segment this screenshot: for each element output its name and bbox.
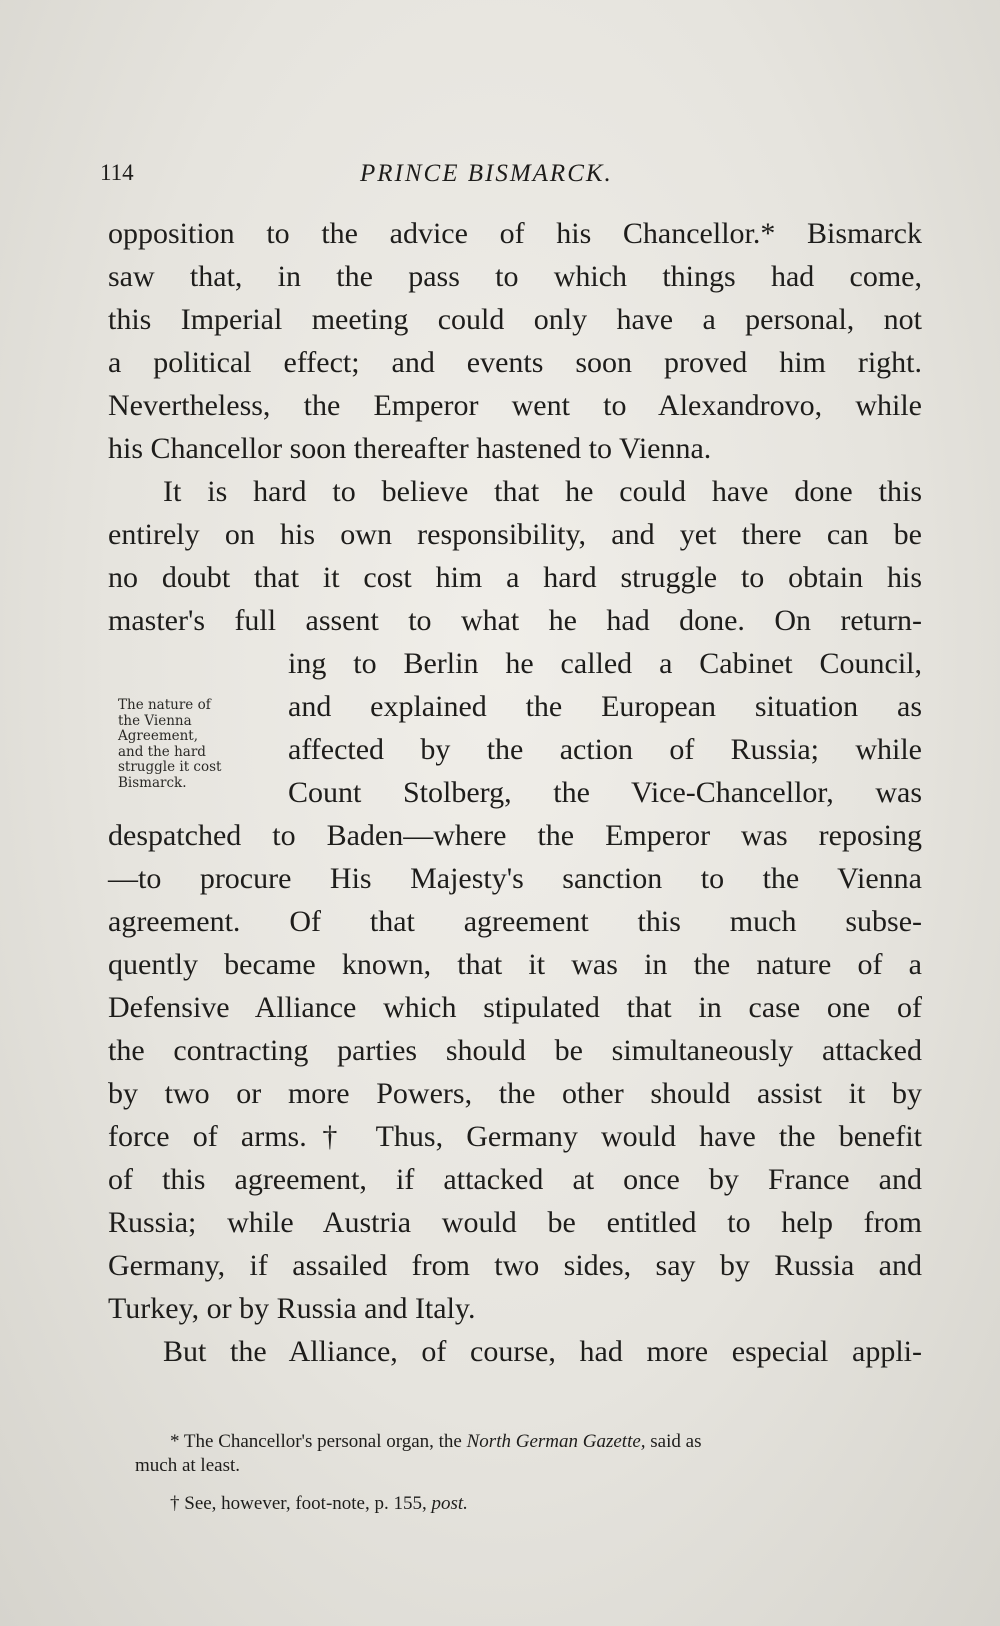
text-line: It is hard to believe that he could have done this (163, 475, 922, 508)
footnote-italic-text: North German Gazette, (466, 1431, 646, 1452)
footnote-text: much at least. (135, 1455, 240, 1476)
text-line: Turkey, or by Russia and Italy. (108, 1292, 476, 1325)
text-line: saw that, in the pass to which things had come, (108, 260, 922, 293)
text-line: his Chancellor soon thereafter hastened to Vienna. (108, 432, 712, 465)
marginal-note-line: Agreement, (118, 728, 199, 744)
text-line: Germany, if assailed from two sides, say by Russia and (108, 1249, 922, 1282)
footnote-text: * The Chancellor's personal organ, the (170, 1431, 467, 1452)
text-line: entirely on his own responsibility, and yet there can be (108, 518, 922, 551)
text-line: no doubt that it cost him a hard struggle to obtain his (108, 561, 922, 594)
text-line: of this agreement, if attacked at once by France and (108, 1163, 922, 1196)
text-line: despatched to Baden—where the Emperor was reposing (108, 819, 922, 852)
text-line: by two or more Powers, the other should assist it by (108, 1077, 922, 1110)
footnote-text: said as (645, 1431, 702, 1452)
text-line: quently became known, that it was in the nature of a (108, 948, 922, 981)
text-line: Defensive Alliance which stipulated that in case one of (108, 991, 922, 1024)
text-line: opposition to the advice of his Chancellor.* Bismarck (108, 217, 922, 250)
marginal-note-line: and the hard (118, 743, 206, 760)
text-line: Nevertheless, the Emperor went to Alexandrovo, while (108, 389, 922, 422)
text-line: But the Alliance, of course, had more especial appli- (163, 1335, 922, 1368)
marginal-note (118, 698, 268, 791)
marginal-note-line: Bismarck. (118, 774, 187, 791)
text-line: Russia; while Austria would be entitled to help from (108, 1206, 922, 1239)
text-line: a political effect; and events soon proved him right. (108, 346, 922, 379)
text-line: this Imperial meeting could only have a personal, not (108, 303, 922, 336)
text-line: master's full assent to what he had done. On return- (108, 604, 922, 637)
footnotes (135, 1430, 935, 1530)
marginal-note-line: struggle it cost (118, 759, 222, 775)
body-text (108, 212, 922, 1373)
text-line: agreement. Of that agreement this much subse- (108, 905, 922, 938)
footnote-2 (135, 1492, 935, 1516)
text-line: the contracting parties should be simultaneously attacked (108, 1034, 922, 1067)
marginal-note-line: The nature of (118, 697, 211, 713)
footnote-text: † See, however, foot-note, p. 155, (170, 1493, 432, 1514)
page-header (100, 160, 880, 200)
page-number: 114 (100, 160, 134, 185)
text-line: —to procure His Majesty's sanction to the Vienna (108, 862, 922, 895)
running-title: PRINCE BISMARCK. (360, 160, 613, 187)
marginal-note-line: the Vienna (118, 712, 192, 729)
text-line: ing to Berlin he called a Cabinet Council, (288, 647, 922, 680)
text-line: force of arms.† Thus, Germany would have the benefit (108, 1120, 922, 1153)
text-line: Count Stolberg, the Vice-Chancellor, was (288, 776, 922, 809)
footnote-italic-text: post. (431, 1493, 468, 1514)
text-line: affected by the action of Russia; while (288, 733, 922, 766)
footnote-1 (135, 1430, 935, 1478)
text-line: and explained the European situation as (288, 690, 922, 723)
